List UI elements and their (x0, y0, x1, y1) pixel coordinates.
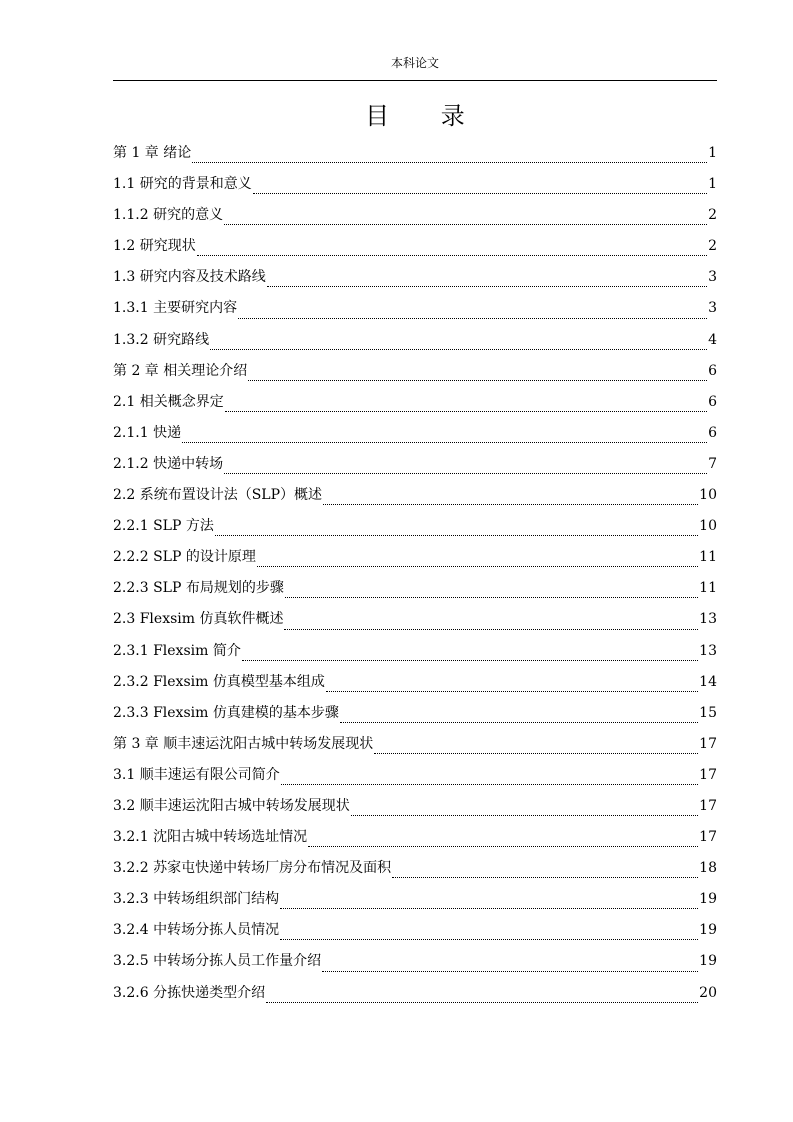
toc-leader-dots (351, 815, 698, 816)
toc-entry[interactable] (113, 140, 717, 171)
toc-entry-page: 11 (699, 580, 717, 597)
toc-entry-title: 2.2.1 SLP 方法 (113, 518, 214, 535)
toc-entry-title: 第 1 章 绪论 (113, 145, 192, 161)
toc-entry-page: 6 (708, 424, 717, 441)
toc-entry-title: 1.3.2 研究路线 (113, 331, 210, 348)
toc-leader-dots (197, 255, 707, 256)
page-title: 目 录 (365, 102, 487, 130)
toc-entry-title: 2.1 相关概念界定 (113, 393, 224, 410)
toc-entry-title: 2.3.2 Flexsim 仿真模型基本组成 (113, 673, 325, 690)
toc-entry[interactable] (113, 886, 717, 917)
toc-entry-page: 6 (708, 393, 717, 410)
toc-entry-page: 20 (699, 984, 717, 1001)
toc-entry[interactable] (113, 202, 717, 233)
toc-leader-dots (323, 504, 698, 505)
toc-entry[interactable] (113, 700, 717, 731)
toc-entry[interactable] (113, 824, 717, 855)
toc-entry-page: 2 (708, 207, 717, 224)
toc-leader-dots (210, 349, 707, 350)
toc-entry-title: 3.2.3 中转场组织部门结构 (113, 891, 280, 908)
header-rule (113, 80, 717, 81)
toc-leader-dots (215, 535, 698, 536)
toc-entry[interactable] (113, 855, 717, 886)
toc-entry-title: 3.2.5 中转场分拣人员工作量介绍 (113, 953, 322, 970)
toc-entry[interactable] (113, 451, 717, 482)
toc-entry[interactable] (113, 544, 717, 575)
toc-entry-page: 7 (708, 455, 717, 472)
toc-entry-title: 3.2.1 沈阳古城中转场选址情况 (113, 829, 308, 846)
toc-entry-title: 2.2 系统布置设计法（SLP）概述 (113, 487, 323, 504)
toc-entry[interactable] (113, 793, 717, 824)
toc-entry[interactable] (113, 513, 717, 544)
table-of-contents (113, 140, 717, 1011)
toc-entry-page: 13 (699, 642, 717, 659)
toc-entry[interactable] (113, 980, 717, 1011)
toc-entry[interactable] (113, 917, 717, 948)
toc-entry-title: 1.1.2 研究的意义 (113, 207, 224, 224)
toc-entry[interactable] (113, 233, 717, 264)
toc-entry-title: 1.1 研究的背景和意义 (113, 176, 252, 193)
toc-entry-page: 1 (708, 176, 717, 193)
toc-entry-title: 2.3 Flexsim 仿真软件概述 (113, 611, 284, 628)
toc-entry-title: 3.2.6 分拣快递类型介绍 (113, 984, 266, 1001)
toc-leader-dots (248, 380, 707, 381)
toc-entry-page: 18 (699, 860, 717, 877)
toc-entry-page: 10 (699, 518, 717, 535)
toc-entry-page: 1 (708, 145, 717, 161)
toc-entry-title: 2.1.1 快递 (113, 424, 182, 441)
toc-entry[interactable] (113, 638, 717, 669)
toc-entry-page: 19 (699, 922, 717, 939)
toc-leader-dots (253, 193, 707, 194)
toc-leader-dots (192, 162, 707, 163)
toc-entry-page: 17 (699, 735, 717, 752)
toc-entry-page: 3 (708, 269, 717, 286)
toc-leader-dots (392, 877, 698, 878)
toc-entry[interactable] (113, 731, 717, 762)
toc-entry-page: 19 (699, 953, 717, 970)
toc-entry[interactable] (113, 575, 717, 606)
toc-leader-dots (281, 784, 698, 785)
toc-entry-page: 4 (708, 331, 717, 348)
toc-entry[interactable] (113, 295, 717, 326)
toc-leader-dots (225, 411, 707, 412)
toc-entry[interactable] (113, 389, 717, 420)
toc-entry[interactable] (113, 482, 717, 513)
toc-entry-title: 3.1 顺丰速运有限公司简介 (113, 766, 280, 783)
toc-entry-page: 17 (699, 797, 717, 814)
toc-entry-page: 13 (699, 611, 717, 628)
toc-entry-title: 第 3 章 顺丰速运沈阳古城中转场发展现状 (113, 735, 374, 752)
toc-entry-title: 2.3.3 Flexsim 仿真建模的基本步骤 (113, 704, 339, 721)
toc-entry-page: 11 (699, 549, 717, 566)
toc-leader-dots (340, 722, 698, 723)
toc-leader-dots (374, 753, 698, 754)
toc-entry-page: 17 (699, 829, 717, 846)
toc-entry-title: 3.2 顺丰速运沈阳古城中转场发展现状 (113, 797, 350, 814)
toc-leader-dots (242, 660, 698, 661)
toc-leader-dots (257, 566, 698, 567)
toc-leader-dots (224, 224, 707, 225)
toc-entry-page: 15 (699, 704, 717, 721)
toc-entry[interactable] (113, 358, 717, 389)
toc-entry-page: 3 (708, 300, 717, 317)
toc-entry-title: 2.2.2 SLP 的设计原理 (113, 549, 256, 566)
toc-leader-dots (322, 971, 698, 972)
toc-leader-dots (285, 597, 698, 598)
toc-entry[interactable] (113, 606, 717, 637)
toc-leader-dots (266, 1002, 698, 1003)
toc-leader-dots (238, 318, 707, 319)
toc-entry-page: 6 (708, 362, 717, 379)
toc-entry-page: 14 (699, 673, 717, 690)
toc-leader-dots (308, 846, 698, 847)
toc-leader-dots (280, 939, 698, 940)
toc-entry[interactable] (113, 327, 717, 358)
toc-leader-dots (224, 473, 707, 474)
toc-entry-title: 1.3 研究内容及技术路线 (113, 269, 266, 286)
toc-entry-title: 1.2 研究现状 (113, 238, 196, 255)
toc-leader-dots (284, 629, 698, 630)
toc-leader-dots (326, 691, 698, 692)
toc-entry-title: 3.2.4 中转场分拣人员情况 (113, 922, 280, 939)
toc-entry[interactable] (113, 669, 717, 700)
toc-entry-title: 2.3.1 Flexsim 简介 (113, 642, 241, 659)
toc-leader-dots (280, 908, 698, 909)
toc-entry-title: 2.2.3 SLP 布局规划的步骤 (113, 580, 284, 597)
page-header: 本科论文 (390, 56, 439, 70)
toc-entry-title: 第 2 章 相关理论介绍 (113, 362, 248, 379)
toc-entry-title: 3.2.2 苏家屯快递中转场厂房分布情况及面积 (113, 860, 392, 877)
toc-entry[interactable] (113, 762, 717, 793)
toc-entry[interactable] (113, 948, 717, 979)
toc-entry-page: 10 (699, 487, 717, 504)
toc-entry[interactable] (113, 264, 717, 295)
toc-entry[interactable] (113, 420, 717, 451)
toc-entry-title: 1.3.1 主要研究内容 (113, 300, 238, 317)
toc-entry[interactable] (113, 171, 717, 202)
toc-entry-page: 2 (708, 238, 717, 255)
toc-entry-page: 19 (699, 891, 717, 908)
toc-leader-dots (267, 286, 707, 287)
toc-leader-dots (182, 442, 707, 443)
toc-entry-title: 2.1.2 快递中转场 (113, 455, 224, 472)
toc-entry-page: 17 (699, 766, 717, 783)
